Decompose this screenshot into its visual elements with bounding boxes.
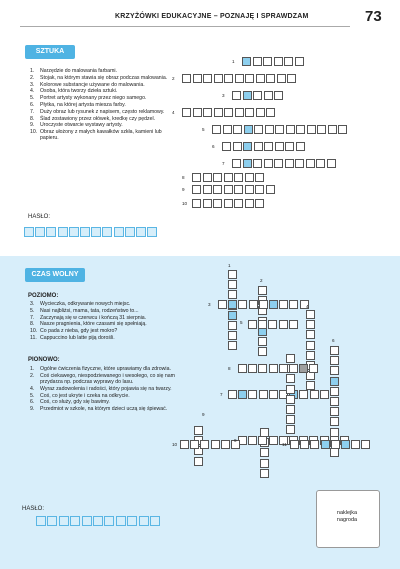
crossword-cell[interactable] <box>194 426 203 435</box>
across-label: POZIOMO: <box>28 293 59 299</box>
crossword-cell[interactable] <box>232 91 241 100</box>
password-row-free-time <box>36 516 166 528</box>
password-cell[interactable] <box>46 227 56 237</box>
crossword-cell[interactable] <box>203 74 212 83</box>
crossword-cell[interactable] <box>330 346 339 355</box>
clue-number-label: 5 <box>202 127 205 132</box>
crossword-cell[interactable] <box>309 364 318 373</box>
clue-item <box>30 122 180 128</box>
crossword-cell[interactable] <box>182 108 191 117</box>
password-cell[interactable] <box>47 516 57 526</box>
password-cell[interactable] <box>58 227 68 237</box>
crossword-cell[interactable] <box>306 351 315 360</box>
crossword-cell[interactable] <box>242 57 251 66</box>
crossword-cell[interactable] <box>275 142 284 151</box>
crossword-cell[interactable] <box>330 407 339 416</box>
crossword-cell[interactable] <box>289 364 298 373</box>
password-cell[interactable] <box>150 516 160 526</box>
crossword-cell[interactable] <box>286 395 295 404</box>
clue-number: 1. <box>30 366 35 372</box>
crossword-cell[interactable] <box>224 199 233 208</box>
clue-number-label: 3 <box>208 302 211 307</box>
art-crossword-grid <box>170 55 370 215</box>
password-cell[interactable] <box>116 516 126 526</box>
clue-number: 8. <box>30 115 35 122</box>
crossword-cell[interactable] <box>190 440 199 449</box>
crossword-cell[interactable] <box>330 448 339 457</box>
crossword-cell[interactable] <box>289 300 298 309</box>
crossword-cell[interactable] <box>233 125 242 134</box>
crossword-cell[interactable] <box>266 74 275 83</box>
clue-number-label: 9 <box>182 187 185 192</box>
crossword-cell[interactable] <box>265 125 274 134</box>
crossword-cell[interactable] <box>299 390 308 399</box>
crossword-cell[interactable] <box>192 173 201 182</box>
clue-text: Zaczynają się w czerwcu i kończą 31 sierpnia. <box>40 314 147 321</box>
crossword-cell[interactable] <box>254 125 263 134</box>
crossword-cell[interactable] <box>330 377 339 386</box>
crossword-cell[interactable] <box>193 74 202 83</box>
password-cell[interactable] <box>136 227 146 237</box>
clue-text: Stojak, na którym stawia się obraz podczas malowania. <box>40 74 168 81</box>
crossword-cell[interactable] <box>238 300 247 309</box>
crossword-cell[interactable] <box>330 417 339 426</box>
clue-text: Kolorowe substancje używane do malowania. <box>40 81 145 88</box>
clue-text: Cappuccino lub latte piją dorośli. <box>40 334 115 341</box>
clue-number: 9. <box>30 122 35 129</box>
clue-number-label: 3 <box>222 93 225 98</box>
clue-number-label: 4 <box>306 304 309 309</box>
clue-number: 6. <box>30 101 35 108</box>
crossword-cell[interactable] <box>233 142 242 151</box>
crossword-cell[interactable] <box>235 108 244 117</box>
crossword-cell[interactable] <box>306 310 315 319</box>
password-cell[interactable] <box>127 516 137 526</box>
crossword-cell[interactable] <box>203 173 212 182</box>
clue-number: 9. <box>30 406 35 413</box>
crossword-cell[interactable] <box>245 173 254 182</box>
clue-text: Osoba, która tworzy dzieła sztuki. <box>40 88 118 95</box>
crossword-cell[interactable] <box>330 387 339 396</box>
crossword-cell[interactable] <box>224 108 233 117</box>
crossword-cell[interactable] <box>258 364 267 373</box>
crossword-cell[interactable] <box>248 320 257 329</box>
page-title: KRZYŻÓWKI EDUKACYJNE – POZNAJĘ I SPRAWDZAM <box>115 13 309 20</box>
crossword-cell[interactable] <box>244 125 253 134</box>
crossword-cell[interactable] <box>182 74 191 83</box>
crossword-cell[interactable] <box>260 448 269 457</box>
crossword-cell[interactable] <box>286 405 295 414</box>
password-cell[interactable] <box>125 227 135 237</box>
clue-number-label: 4 <box>172 110 175 115</box>
free-time-crossword-grid <box>172 258 400 518</box>
crossword-cell[interactable] <box>193 108 202 117</box>
clue-number-label: 7 <box>220 392 223 397</box>
crossword-cell[interactable] <box>268 320 277 329</box>
crossword-cell[interactable] <box>263 57 272 66</box>
crossword-cell[interactable] <box>290 440 299 449</box>
password-cell[interactable] <box>69 227 79 237</box>
crossword-cell[interactable] <box>306 341 315 350</box>
crossword-cell[interactable] <box>310 390 319 399</box>
crossword-cell[interactable] <box>279 300 288 309</box>
clue-item <box>30 328 200 334</box>
crossword-cell[interactable] <box>258 320 267 329</box>
crossword-cell[interactable] <box>203 199 212 208</box>
clue-number-label: 8 <box>228 366 231 371</box>
crossword-cell[interactable] <box>243 159 252 168</box>
crossword-cell[interactable] <box>296 142 305 151</box>
clue-item <box>30 308 200 314</box>
crossword-cell[interactable] <box>228 290 237 299</box>
crossword-cell[interactable] <box>224 185 233 194</box>
section-badge-free-time: CZAS WOLNY <box>25 268 85 282</box>
crossword-cell[interactable] <box>248 364 257 373</box>
password-cell[interactable] <box>80 227 90 237</box>
crossword-cell[interactable] <box>253 159 262 168</box>
crossword-cell[interactable] <box>248 436 257 445</box>
clue-number: 2. <box>30 74 35 81</box>
crossword-cell[interactable] <box>228 311 237 320</box>
clue-number-label: 6 <box>212 144 215 149</box>
crossword-cell[interactable] <box>222 142 231 151</box>
clue-text: Obraz ułożony z małych kawałków szkła, kamieni lub papieru. <box>40 129 162 142</box>
clue-number: 11. <box>30 334 37 341</box>
crossword-cell[interactable] <box>321 440 330 449</box>
crossword-cell[interactable] <box>213 173 222 182</box>
clue-text: Przedmiot w szkole, na którym dzieci uczą się śpiewać. <box>40 406 168 413</box>
crossword-cell[interactable] <box>253 57 262 66</box>
crossword-cell[interactable] <box>245 199 254 208</box>
crossword-cell[interactable] <box>295 159 304 168</box>
crossword-cell[interactable] <box>234 185 243 194</box>
clue-text: Wycieczka, odkrywanie nowych miejsc. <box>40 301 131 307</box>
crossword-cell[interactable] <box>213 199 222 208</box>
crossword-cell[interactable] <box>255 199 264 208</box>
crossword-cell[interactable] <box>248 390 257 399</box>
crossword-cell[interactable] <box>269 390 278 399</box>
clue-item <box>30 393 200 399</box>
clue-item <box>30 88 180 94</box>
clue-number: 10. <box>30 129 38 136</box>
crossword-cell[interactable] <box>203 108 212 117</box>
crossword-cell[interactable] <box>256 108 265 117</box>
sticker-line-1: naklejka <box>336 510 358 516</box>
crossword-cell[interactable] <box>234 199 243 208</box>
clue-number: 6. <box>30 399 35 406</box>
password-cell[interactable] <box>139 516 149 526</box>
clue-text: Nasi najbliżsi, mama, tata, rodzeństwo to... <box>40 307 139 314</box>
crossword-cell[interactable] <box>228 300 237 309</box>
crossword-cell[interactable] <box>317 125 326 134</box>
password-cell[interactable] <box>36 516 46 526</box>
clue-text: Coś ciekawego, niespodziewanego i wesołego, co się nam przydarza np. podczas wyprawy do lasu. <box>40 372 175 386</box>
crossword-cell[interactable] <box>269 300 278 309</box>
clue-number-label: 10 <box>182 201 188 206</box>
clue-number-label: 7 <box>222 161 225 166</box>
crossword-cell[interactable] <box>260 459 269 468</box>
crossword-cell[interactable] <box>224 74 233 83</box>
crossword-cell[interactable] <box>180 440 189 449</box>
clue-number-label: 2 <box>172 76 175 81</box>
crossword-cell[interactable] <box>330 397 339 406</box>
crossword-cell[interactable] <box>238 390 247 399</box>
crossword-cell[interactable] <box>306 159 315 168</box>
crossword-cell[interactable] <box>275 125 284 134</box>
crossword-cell[interactable] <box>299 364 308 373</box>
crossword-cell[interactable] <box>296 125 305 134</box>
clue-text: Płytka, na której artysta miesza farby. <box>40 101 126 108</box>
crossword-cell[interactable] <box>310 440 319 449</box>
clue-number-label: 9 <box>202 412 205 417</box>
clue-number-label: 6 <box>332 338 335 343</box>
crossword-cell[interactable] <box>300 440 309 449</box>
crossword-cell[interactable] <box>264 91 273 100</box>
crossword-cell[interactable] <box>285 159 294 168</box>
crossword-cell[interactable] <box>264 159 273 168</box>
crossword-cell[interactable] <box>255 173 264 182</box>
across-clues-list <box>30 301 200 342</box>
clue-item <box>30 321 200 327</box>
crossword-cell[interactable] <box>260 469 269 478</box>
crossword-cell[interactable] <box>258 337 267 346</box>
crossword-cell[interactable] <box>307 125 316 134</box>
clue-text: Ślad zostawiony przez ołówek, kredkę czy pędzel. <box>40 115 156 122</box>
crossword-cell[interactable] <box>274 91 283 100</box>
crossword-cell[interactable] <box>228 270 237 279</box>
crossword-cell[interactable] <box>330 366 339 375</box>
clue-item <box>30 75 180 81</box>
password-label-art: HASŁO: <box>28 214 51 220</box>
crossword-cell[interactable] <box>286 385 295 394</box>
clue-number-label: 1 <box>232 59 235 64</box>
password-cell[interactable] <box>59 516 69 526</box>
crossword-cell[interactable] <box>256 74 265 83</box>
crossword-cell[interactable] <box>286 354 295 363</box>
clue-text: Coś, co służy, gdy się bawimy. <box>40 399 110 406</box>
clue-number: 5. <box>30 307 35 314</box>
crossword-cell[interactable] <box>228 280 237 289</box>
section-badge-art: SZTUKA <box>25 45 75 59</box>
clue-number: 7. <box>30 314 35 321</box>
crossword-cell[interactable] <box>286 425 295 434</box>
clue-number-label: 2 <box>260 278 263 283</box>
crossword-cell[interactable] <box>255 185 264 194</box>
crossword-cell[interactable] <box>243 91 252 100</box>
crossword-cell[interactable] <box>228 331 237 340</box>
crossword-cell[interactable] <box>258 347 267 356</box>
password-row-art <box>24 227 164 239</box>
crossword-cell[interactable] <box>330 356 339 365</box>
clue-item <box>30 406 200 412</box>
clue-item <box>30 386 200 392</box>
crossword-cell[interactable] <box>269 436 278 445</box>
crossword-cell[interactable] <box>213 185 222 194</box>
crossword-cell[interactable] <box>245 108 254 117</box>
crossword-cell[interactable] <box>218 300 227 309</box>
crossword-cell[interactable] <box>203 185 212 194</box>
crossword-cell[interactable] <box>228 390 237 399</box>
page-number: 73 <box>365 8 382 25</box>
crossword-cell[interactable] <box>249 300 258 309</box>
password-cell[interactable] <box>93 516 103 526</box>
clue-item <box>30 82 180 88</box>
crossword-cell[interactable] <box>228 321 237 330</box>
clue-text: Uroczyste otwarcie wystawy artysty. <box>40 122 123 129</box>
crossword-cell[interactable] <box>286 415 295 424</box>
clue-number: 4. <box>30 385 35 392</box>
down-clues-list <box>30 366 200 413</box>
crossword-cell[interactable] <box>277 74 286 83</box>
password-cell[interactable] <box>147 227 157 237</box>
clue-number: 10. <box>30 328 38 335</box>
clue-item <box>30 399 200 405</box>
crossword-cell[interactable] <box>232 159 241 168</box>
crossword-cell[interactable] <box>306 330 315 339</box>
clue-number: 1. <box>30 68 35 74</box>
clue-number-label: 1 <box>228 263 231 268</box>
clue-text: Portret artysty wykonany przez niego samego. <box>40 95 147 102</box>
clue-item <box>30 95 180 101</box>
clue-item <box>30 102 180 108</box>
clue-text: Nasze pragnienia, które czasami się spełniają. <box>40 321 147 328</box>
clue-number: 3. <box>30 81 35 88</box>
down-label: PIONOWO: <box>28 357 60 363</box>
clue-item <box>30 116 180 122</box>
clue-number: 5. <box>30 392 35 399</box>
crossword-cell[interactable] <box>266 185 275 194</box>
crossword-cell[interactable] <box>327 159 336 168</box>
clue-number: 2. <box>30 372 35 379</box>
crossword-cell[interactable] <box>211 440 220 449</box>
clue-number: 7. <box>30 108 35 115</box>
crossword-cell[interactable] <box>238 364 247 373</box>
crossword-cell[interactable] <box>264 142 273 151</box>
header-divider <box>20 26 350 27</box>
password-cell[interactable] <box>24 227 34 237</box>
crossword-cell[interactable] <box>286 125 295 134</box>
crossword-cell[interactable] <box>258 286 267 295</box>
clue-item <box>30 373 200 386</box>
crossword-cell[interactable] <box>341 440 350 449</box>
clue-text: Coś, co jest ukryte i czeka na odkrycie. <box>40 392 130 399</box>
clue-number-label: 8 <box>182 175 185 180</box>
clue-number: 4. <box>30 88 35 95</box>
crossword-cell[interactable] <box>331 440 340 449</box>
sticker-line-2: nagroda <box>336 517 358 523</box>
clue-number: 3. <box>30 301 35 307</box>
clue-item <box>30 335 200 341</box>
crossword-cell[interactable] <box>214 74 223 83</box>
reward-sticker-label <box>316 510 378 524</box>
crossword-cell[interactable] <box>254 142 263 151</box>
crossword-cell[interactable] <box>245 74 254 83</box>
crossword-cell[interactable] <box>259 390 268 399</box>
crossword-cell[interactable] <box>316 159 325 168</box>
clue-number-label: 11 <box>282 442 287 447</box>
crossword-cell[interactable] <box>306 320 315 329</box>
clue-number-label: 5 <box>240 320 243 325</box>
crossword-cell[interactable] <box>194 457 203 466</box>
crossword-cell[interactable] <box>286 374 295 383</box>
clue-text: Co pada z nieba, gdy jest mokro? <box>40 328 118 335</box>
crossword-cell[interactable] <box>234 173 243 182</box>
crossword-cell[interactable] <box>200 440 209 449</box>
crossword-cell[interactable] <box>328 125 337 134</box>
crossword-cell[interactable] <box>259 300 268 309</box>
page-header <box>0 0 400 36</box>
crossword-cell[interactable] <box>253 91 262 100</box>
crossword-cell[interactable] <box>245 185 254 194</box>
crossword-cell[interactable] <box>320 390 329 399</box>
clue-number: 5. <box>30 95 35 102</box>
clue-text: Narzędzie do malowania farbami. <box>40 68 117 74</box>
clue-item <box>30 301 200 307</box>
clue-number: 8. <box>30 321 35 328</box>
password-cell[interactable] <box>82 516 92 526</box>
password-cell[interactable] <box>104 516 114 526</box>
crossword-cell[interactable] <box>228 341 237 350</box>
password-cell[interactable] <box>91 227 101 237</box>
clue-number-label: 10 <box>172 442 178 447</box>
clue-item <box>30 366 200 372</box>
crossword-cell[interactable] <box>212 125 221 134</box>
crossword-cell[interactable] <box>224 173 233 182</box>
crossword-cell[interactable] <box>351 440 360 449</box>
password-cell[interactable] <box>70 516 80 526</box>
crossword-cell[interactable] <box>192 199 201 208</box>
crossword-cell[interactable] <box>338 125 347 134</box>
crossword-cell[interactable] <box>235 74 244 83</box>
crossword-cell[interactable] <box>285 142 294 151</box>
clue-number-label: 9 <box>234 438 237 443</box>
password-label-free-time: HASŁO: <box>22 506 45 512</box>
crossword-cell[interactable] <box>221 440 230 449</box>
clue-text: Wyraz zadowolenia i radości, który pojawia się na twarzy. <box>40 385 172 392</box>
crossword-cell[interactable] <box>279 320 288 329</box>
crossword-cell[interactable] <box>266 108 275 117</box>
clue-text: Ogólne ćwiczenia fizyczne, które uprawiamy dla zdrowia. <box>40 366 171 372</box>
crossword-cell[interactable] <box>279 364 288 373</box>
crossword-cell[interactable] <box>361 440 370 449</box>
crossword-cell[interactable] <box>258 436 267 445</box>
crossword-cell[interactable] <box>214 108 223 117</box>
crossword-cell[interactable] <box>274 159 283 168</box>
password-cell[interactable] <box>102 227 112 237</box>
crossword-cell[interactable] <box>289 320 298 329</box>
art-clues-list <box>30 68 180 142</box>
clue-item <box>30 109 180 115</box>
crossword-cell[interactable] <box>243 142 252 151</box>
clue-item <box>30 315 200 321</box>
clue-text: Duży obraz lub rysunek z napisem, często reklamowy. <box>40 108 165 115</box>
crossword-cell[interactable] <box>274 57 283 66</box>
password-cell[interactable] <box>35 227 45 237</box>
password-cell[interactable] <box>114 227 124 237</box>
crossword-cell[interactable] <box>192 185 201 194</box>
crossword-cell[interactable] <box>295 57 304 66</box>
crossword-cell[interactable] <box>284 57 293 66</box>
crossword-cell[interactable] <box>287 74 296 83</box>
crossword-cell[interactable] <box>223 125 232 134</box>
clue-item <box>30 68 180 74</box>
clue-item <box>30 129 180 142</box>
crossword-cell[interactable] <box>269 364 278 373</box>
